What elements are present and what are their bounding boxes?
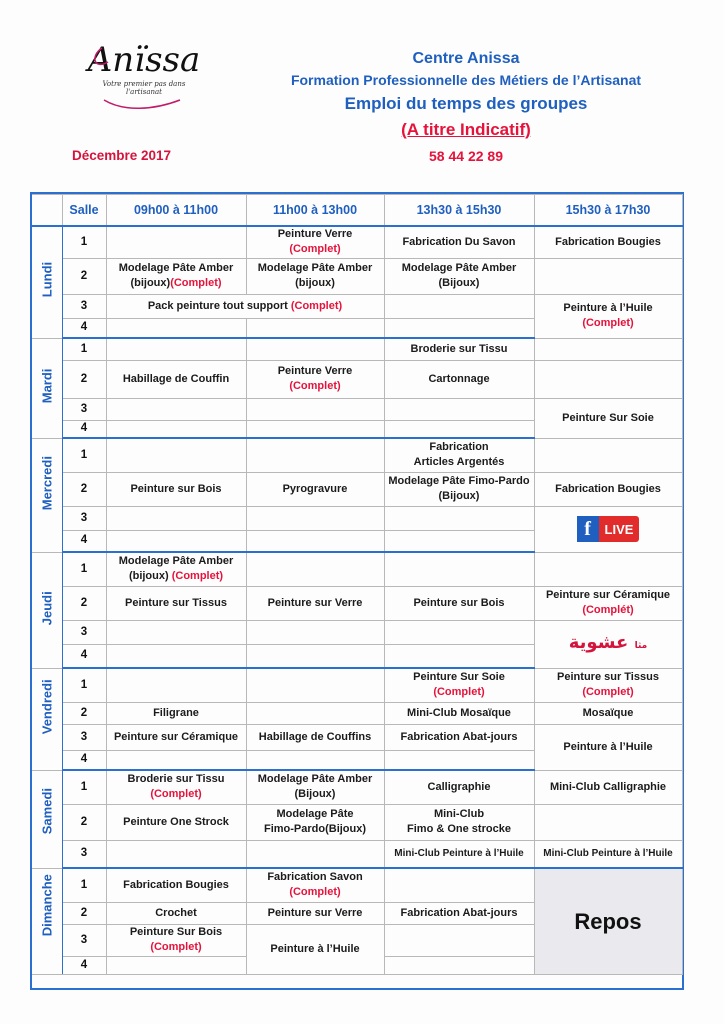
logo-swirl-icon — [84, 40, 204, 112]
slot-cell: Peinture sur Tissus — [106, 586, 246, 620]
slot-cell — [246, 530, 384, 552]
slot-cell — [246, 620, 384, 644]
room-number: 4 — [62, 644, 106, 668]
center-subtitle: Formation Professionnelle des Métiers de l’Artisanat — [290, 72, 642, 88]
slot-cell — [384, 956, 534, 974]
slot-cell — [534, 552, 682, 586]
table-row — [32, 338, 682, 360]
slot-cell — [106, 226, 246, 258]
room-number: 1 — [62, 338, 106, 360]
slot-cell — [246, 506, 384, 530]
slot-cell — [246, 438, 384, 472]
room-number: 4 — [62, 530, 106, 552]
room-number: 4 — [62, 420, 106, 438]
slot-cell: Pack peinture tout support (Complet) — [106, 294, 384, 318]
slot-cell: Broderie sur Tissu (Complet) — [106, 770, 246, 804]
slot-cell: Peinture sur Verre — [246, 586, 384, 620]
slot-cell: Filigrane — [106, 702, 246, 724]
slot-cell: Peinture sur Verre — [246, 902, 384, 924]
slot-cell — [106, 506, 246, 530]
slot-cell: Peinture sur Céramique — [106, 724, 246, 750]
tv-show-logo: مثا عشوية — [568, 631, 648, 653]
room-number: 4 — [62, 956, 106, 974]
slot-cell: Modelage Pâte Fimo-Pardo(Bijoux) — [246, 804, 384, 840]
facebook-icon: f — [577, 516, 599, 542]
slot-cell: Modelage Pâte Amber (bijoux) (Complet) — [106, 552, 246, 586]
slot-cell: Cartonnage — [384, 360, 534, 398]
slot-cell: Fabrication Du Savon — [384, 226, 534, 258]
room-number: 3 — [62, 620, 106, 644]
schedule-table — [32, 194, 683, 975]
slot-cell: Modelage Pâte Amber (Bijoux) — [384, 258, 534, 294]
table-row — [32, 398, 682, 420]
slot-cell — [384, 294, 534, 318]
slot-cell: Modelage Pâte Amber (bijoux)(Complet) — [106, 258, 246, 294]
table-row — [32, 506, 682, 530]
room-number: 2 — [62, 702, 106, 724]
room-number: 1 — [62, 868, 106, 902]
room-number: 3 — [62, 724, 106, 750]
slot-cell: Peinture à l’Huile — [246, 924, 384, 974]
slot-cell — [384, 530, 534, 552]
day-label: Samedi — [32, 770, 62, 868]
day-label: Mardi — [32, 338, 62, 438]
phone-number: 58 44 22 89 — [429, 148, 503, 164]
slot-cell — [384, 868, 534, 902]
slot-cell — [246, 552, 384, 586]
slot-cell: Fabrication Abat-jours — [384, 724, 534, 750]
room-number: 3 — [62, 294, 106, 318]
slot-cell — [534, 620, 682, 668]
slot-cell — [246, 420, 384, 438]
slot-cell: Crochet — [106, 902, 246, 924]
slot-cell — [246, 398, 384, 420]
day-label: Mercredi — [32, 438, 62, 552]
slot-cell — [534, 338, 682, 360]
slot-cell — [246, 338, 384, 360]
table-row — [32, 770, 682, 804]
col-slot-3: 13h30 à 15h30 — [384, 195, 534, 227]
slot-cell: Mini-Club Mosaïque — [384, 702, 534, 724]
slot-cell: Habillage de Couffin — [106, 360, 246, 398]
slot-cell: Peinture à l’Huile (Complet) — [534, 294, 682, 338]
table-row — [32, 840, 682, 868]
slot-cell — [534, 258, 682, 294]
room-number: 2 — [62, 804, 106, 840]
table-row — [32, 258, 682, 294]
room-number: 2 — [62, 472, 106, 506]
table-row — [32, 724, 682, 750]
slot-cell: Fabrication Bougies — [106, 868, 246, 902]
slot-cell: Habillage de Couffins — [246, 724, 384, 750]
room-number: 2 — [62, 360, 106, 398]
room-number: 2 — [62, 258, 106, 294]
slot-cell — [106, 398, 246, 420]
slot-cell: Peinture One Strock — [106, 804, 246, 840]
slot-cell: Calligraphie — [384, 770, 534, 804]
slot-cell — [384, 620, 534, 644]
slot-cell: Peinture Sur Soie — [534, 398, 682, 438]
col-slot-2: 11h00 à 13h00 — [246, 195, 384, 227]
slot-cell — [106, 644, 246, 668]
corner-cell — [32, 195, 62, 227]
table-row — [32, 360, 682, 398]
table-row — [32, 472, 682, 506]
slot-cell — [384, 398, 534, 420]
slot-cell — [246, 318, 384, 338]
day-label: Lundi — [32, 226, 62, 338]
slot-cell — [246, 840, 384, 868]
slot-cell — [534, 360, 682, 398]
slot-cell: Mini-Club Fimo & One strocke — [384, 804, 534, 840]
slot-cell: Fabrication Abat-jours — [384, 902, 534, 924]
repos-cell: Repos — [534, 868, 682, 974]
col-slot-4: 15h30 à 17h30 — [534, 195, 682, 227]
slot-cell: Peinture sur Bois — [384, 586, 534, 620]
day-label: Jeudi — [32, 552, 62, 668]
table-row — [32, 668, 682, 702]
slot-cell — [106, 420, 246, 438]
slot-cell — [246, 668, 384, 702]
room-number: 3 — [62, 506, 106, 530]
slot-cell: Peinture sur Céramique (Complét) — [534, 586, 682, 620]
slot-cell — [384, 644, 534, 668]
room-number: 3 — [62, 398, 106, 420]
slot-cell — [534, 438, 682, 472]
slot-cell — [246, 702, 384, 724]
table-row — [32, 804, 682, 840]
room-number: 4 — [62, 318, 106, 338]
slot-cell — [534, 804, 682, 840]
slot-cell: Peinture Sur Soie (Complet) — [384, 668, 534, 702]
slot-cell: Mini-Club Calligraphie — [534, 770, 682, 804]
slot-cell — [384, 750, 534, 770]
room-number: 3 — [62, 840, 106, 868]
day-label: Vendredi — [32, 668, 62, 770]
col-slot-1: 09h00 à 11h00 — [106, 195, 246, 227]
room-number: 2 — [62, 902, 106, 924]
slot-cell: Fabrication Bougies — [534, 226, 682, 258]
title-note: (A titre Indicatif) — [401, 120, 531, 139]
slot-cell: Broderie sur Tissu — [384, 338, 534, 360]
slot-cell — [384, 924, 534, 956]
slot-cell: Modelage Pâte Fimo-Pardo (Bijoux) — [384, 472, 534, 506]
slot-cell — [106, 530, 246, 552]
slot-cell: Modelage Pâte Amber (bijoux) — [246, 258, 384, 294]
logo — [84, 40, 204, 112]
schedule-date: Décembre 2017 — [72, 148, 172, 163]
day-label: Dimanche — [32, 868, 62, 974]
slot-cell: Mosaïque — [534, 702, 682, 724]
table-row — [32, 620, 682, 644]
table-row — [32, 552, 682, 586]
facebook-live-badge: f LIVE — [577, 516, 640, 542]
slot-cell — [106, 750, 246, 770]
room-number: 1 — [62, 552, 106, 586]
slot-cell — [106, 956, 246, 974]
room-number: 1 — [62, 438, 106, 472]
room-number: 4 — [62, 750, 106, 770]
slot-cell — [106, 620, 246, 644]
table-row — [32, 868, 682, 902]
table-row — [32, 294, 682, 318]
center-name: Centre Anissa — [412, 50, 520, 67]
logo-tagline: Votre premier pas dans l'artisanat — [102, 80, 186, 96]
slot-cell — [384, 318, 534, 338]
slot-cell: Peinture sur Bois — [106, 472, 246, 506]
slot-cell: Fabrication Savon (Complet) — [246, 868, 384, 902]
slot-cell: Peinture Verre (Complet) — [246, 226, 384, 258]
room-number: 3 — [62, 924, 106, 956]
slot-cell — [106, 438, 246, 472]
slot-cell: Peinture à l’Huile — [534, 724, 682, 770]
table-row — [32, 438, 682, 472]
room-number: 1 — [62, 226, 106, 258]
slot-cell — [384, 420, 534, 438]
room-number: 2 — [62, 586, 106, 620]
table-row — [32, 226, 682, 258]
slot-cell — [246, 644, 384, 668]
slot-cell — [384, 552, 534, 586]
slot-cell: Peinture sur Tissus (Complet) — [534, 668, 682, 702]
slot-cell — [106, 840, 246, 868]
slot-cell: Fabrication Articles Argentés — [384, 438, 534, 472]
slot-cell: Fabrication Bougies — [534, 472, 682, 506]
slot-cell — [246, 750, 384, 770]
slot-cell: Modelage Pâte Amber (Bijoux) — [246, 770, 384, 804]
slot-cell — [384, 506, 534, 530]
slot-cell — [106, 338, 246, 360]
slot-cell — [106, 668, 246, 702]
slot-cell — [106, 318, 246, 338]
slot-cell: Mini-Club Peinture à l’Huile — [534, 840, 682, 868]
header-row — [32, 195, 682, 227]
page-title: Emploi du temps des groupes — [344, 94, 588, 113]
slot-cell: Peinture Verre (Complet) — [246, 360, 384, 398]
slot-cell — [534, 506, 682, 552]
slot-cell: Mini-Club Peinture à l’Huile — [384, 840, 534, 868]
slot-cell: Pyrogravure — [246, 472, 384, 506]
room-number: 1 — [62, 770, 106, 804]
table-row — [32, 586, 682, 620]
table-row — [32, 702, 682, 724]
logo-brand: Anïssa — [87, 40, 201, 80]
slot-cell: Peinture Sur Bois (Complet) — [106, 924, 246, 956]
col-salle: Salle — [62, 195, 106, 227]
room-number: 1 — [62, 668, 106, 702]
